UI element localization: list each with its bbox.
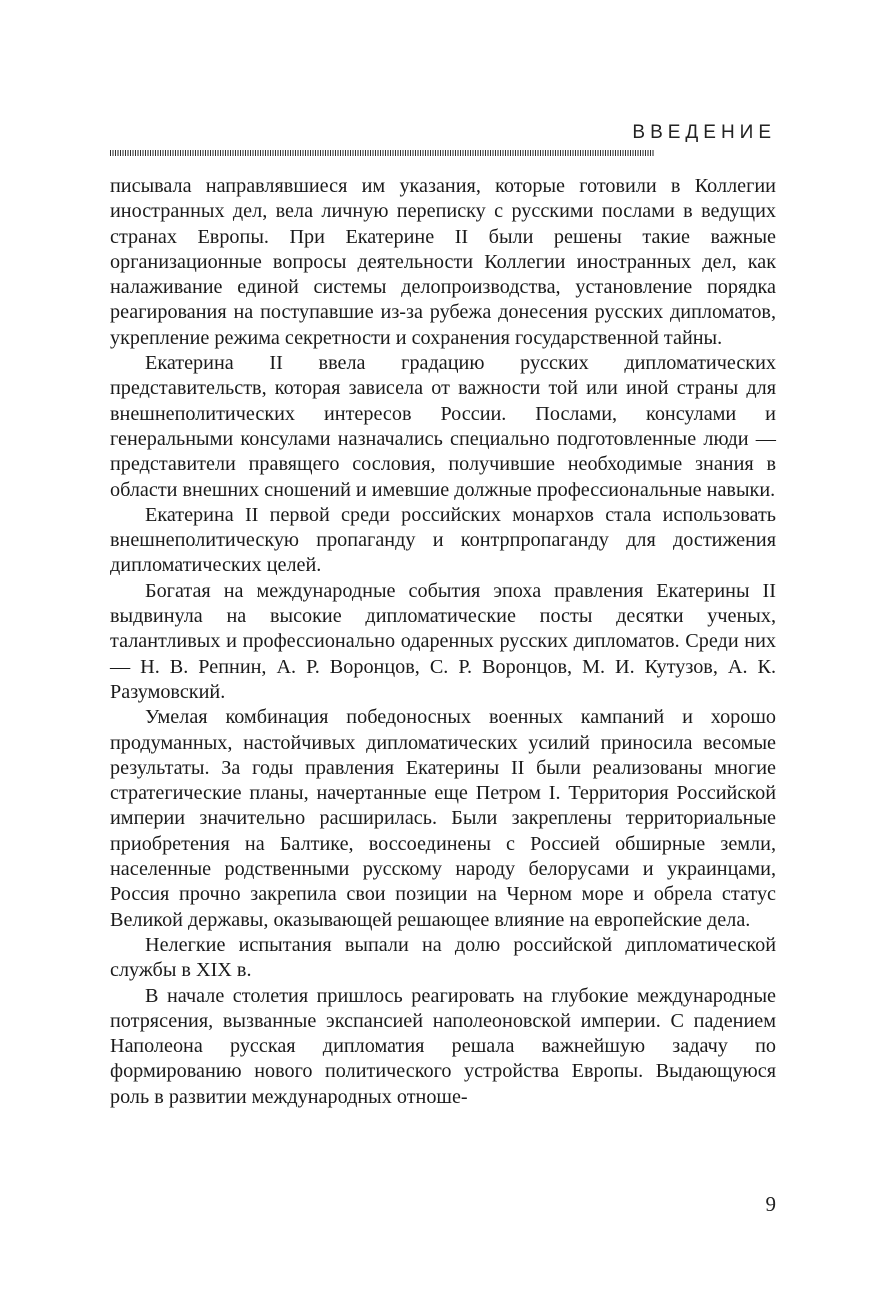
running-head: ВВЕДЕНИЕ <box>632 122 776 143</box>
page-number: 9 <box>765 1192 776 1216</box>
paragraph: писывала направлявшиеся им указания, которые готовили в Коллегии иностранных дел, вела личную переписку с русскими послами в ведущих странах Европы. При Екатерине II были решены такие важные организационные вопросы деятельности Коллегии иностранных дел, как налаживание единой системы делопроизводства, установление порядка реагирования на поступавшие из-за рубежа донесения русских дипломатов, укрепление режима секретности и сохранения государственной тайны. <box>110 175 776 349</box>
paragraph: В начале столетия пришлось реагировать на глубокие международные потрясения, вызванные экспансией наполеоновской империи. С падением Наполеона русская дипломатия решала важнейшую задачу по формированию нового политического устройства Европы. Выдающуюся роль в развитии международных отноше- <box>110 984 776 1108</box>
paragraph: Екатерина II первой среди российских монархов стала использовать внешнеполитическую пропаганду и контрпропаганду для достижения дипломатических целей. <box>110 503 776 577</box>
header-rule <box>110 150 655 156</box>
body-text <box>110 174 776 1110</box>
paragraph: Умелая комбинация победоносных военных кампаний и хорошо продуманных, настойчивых дипломатических усилий приносила весомые результаты. За годы правления Екатерины II были реализованы многие стратегические планы, начертанные еще Петром I. Территория Российской империи значительно расширилась. Были закреплены территориальные приобретения на Балтике, воссоединены с Россией обширные земли, населенные родственными русскому народу белорусами и украинцами, Россия прочно закрепила свои позиции на Черном море и обрела статус Великой державы, оказывающей решающее влияние на европейские дела. <box>110 706 776 931</box>
paragraph: Нелегкие испытания выпали на долю российской дипломатической службы в XIX в. <box>110 933 776 982</box>
paragraph: Богатая на международные события эпоха правления Екатерины II выдвинула на высокие дипломатические посты десятки ученых, талантливых и профессионально одаренных русских дипломатов. Среди них — Н. В. Репнин, А. Р. Воронцов, С. Р. Воронцов, М. И. Кутузов, А. К. Разумовский. <box>110 579 776 703</box>
paragraph: Екатерина II ввела градацию русских дипломатических представительств, которая зависела от важности той или иной страны для внешнеполитических интересов России. Послами, консулами и генеральными консулами назначались специально подготовленные люди — представители правящего сословия, получившие необходимые знания в области внешних сношений и имевшие должные профессиональные навыки. <box>110 352 776 501</box>
